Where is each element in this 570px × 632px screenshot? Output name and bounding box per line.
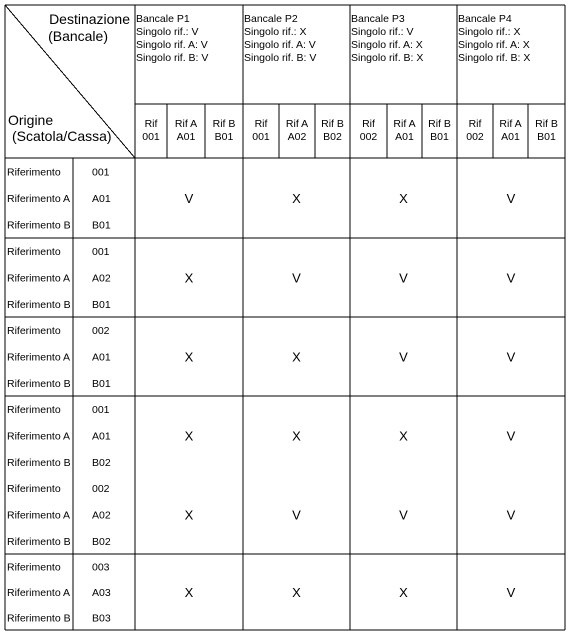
pallet-rule-3-2: Singolo rif. A: X (351, 39, 423, 51)
origin-6-code-1: 003 (92, 561, 110, 574)
origin-2-code-3: B01 (92, 298, 111, 311)
column-header-3-2-code: A01 (395, 131, 414, 143)
column-header-1-2-label: Rif A (174, 118, 198, 130)
origin-4-code-1: 001 (92, 404, 110, 417)
pallet-rule-4-2: Singolo rif. A: X (458, 39, 530, 51)
origin-4-code-3: B02 (92, 456, 111, 469)
origin-5-code-3: B02 (92, 535, 111, 548)
column-header-4-2-label: Rif A (499, 118, 522, 130)
column-header-4-1-label: Rif (468, 118, 482, 130)
compat-mark-5-1: X (184, 507, 194, 523)
compat-mark-6-3: X (399, 585, 408, 600)
compat-mark-5-2: V (292, 507, 301, 523)
origin-6-code-3: B03 (92, 612, 111, 625)
compat-mark-3-2: X (292, 349, 301, 365)
origin-1-label-1: Riferimento (7, 166, 61, 179)
pallet-rule-3-1: Singolo rif.: V (351, 26, 414, 38)
origin-6-label-1: Riferimento (7, 561, 61, 574)
column-header-1-3-label: Rif B (212, 118, 236, 130)
compat-mark-3-3: V (399, 349, 408, 365)
pallet-rule-2-3: Singolo rif. B: V (244, 52, 317, 64)
origin-3-label-2: Riferimento A (7, 351, 71, 364)
origin-6-label-2: Riferimento A (7, 587, 71, 599)
origin-3-code-3: B01 (92, 377, 111, 390)
origin-3-label-3: Riferimento B (7, 377, 71, 390)
column-header-2-1-label: Rif (254, 118, 268, 130)
origin-1-label-2: Riferimento A (7, 193, 71, 205)
origin-4-label-2: Riferimento A (7, 430, 71, 443)
origin-1-code-3: B01 (92, 219, 111, 232)
compat-mark-5-3: V (399, 507, 408, 523)
origin-3-label-1: Riferimento (7, 325, 61, 338)
column-header-4-3-code: B01 (537, 131, 556, 143)
compat-mark-1-4: V (506, 191, 516, 206)
column-header-4-1-code: 002 (466, 131, 484, 143)
column-header-2-3-code: B02 (323, 131, 342, 143)
column-header-4-3-label: Rif B (535, 118, 558, 130)
compat-mark-3-4: V (506, 349, 516, 365)
origin-1-code-1: 001 (92, 166, 110, 179)
origin-5-code-1: 002 (92, 483, 110, 496)
column-header-4-2-code: A01 (501, 131, 520, 143)
origin-2-code-1: 001 (92, 246, 110, 259)
origin-2-label-3: Riferimento B (7, 298, 71, 311)
compat-mark-6-1: X (184, 585, 194, 600)
corner-destination-sublabel: (Bancale) (48, 28, 108, 44)
pallet-title-4: Bancale P4 (458, 13, 512, 25)
compat-mark-1-1: V (184, 191, 194, 206)
compat-mark-5-4: V (506, 507, 516, 523)
pallet-rule-4-3: Singolo rif. B: X (458, 52, 531, 64)
column-header-2-2-label: Rif A (285, 118, 309, 130)
pallet-title-2: Bancale P2 (244, 13, 298, 25)
column-header-3-3-label: Rif B (428, 118, 451, 130)
origin-1-code-2: A01 (92, 193, 111, 205)
origin-5-label-2: Riferimento A (7, 509, 71, 522)
pallet-rule-2-1: Singolo rif.: X (244, 26, 307, 38)
column-header-1-3-code: B01 (214, 131, 234, 143)
corner-origin-sublabel: (Scatola/Cassa) (12, 128, 112, 144)
column-header-2-3-label: Rif B (321, 118, 344, 130)
pallet-title-3: Bancale P3 (351, 13, 405, 25)
pallet-rule-3-3: Singolo rif. B: X (351, 52, 424, 64)
compat-mark-2-3: V (399, 270, 408, 286)
origin-4-label-1: Riferimento (7, 404, 61, 417)
compat-mark-4-1: X (184, 428, 194, 444)
compat-mark-2-4: V (506, 270, 516, 286)
compat-mark-4-2: X (292, 428, 301, 444)
origin-4-code-2: A01 (92, 430, 111, 443)
pallet-rule-4-1: Singolo rif.: X (458, 26, 521, 38)
compat-mark-1-2: X (292, 191, 301, 206)
origin-5-label-1: Riferimento (7, 483, 61, 496)
column-header-3-3-code: B01 (430, 131, 449, 143)
column-header-1-2-code: A01 (176, 131, 196, 143)
corner-origin-label: Origine (8, 112, 54, 128)
corner-destination-label: Destinazione (49, 11, 130, 27)
column-header-3-1-code: 002 (359, 131, 378, 143)
compat-mark-6-4: V (506, 585, 516, 600)
origin-6-code-2: A03 (92, 587, 111, 599)
column-header-1-1-label: Rif (144, 118, 158, 130)
column-header-3-1-label: Rif (362, 118, 375, 130)
pallet-rule-1-2: Singolo rif. A: V (136, 39, 208, 51)
origin-2-label-1: Riferimento (7, 246, 61, 259)
origin-4-label-3: Riferimento B (7, 456, 71, 469)
compat-mark-4-4: V (506, 428, 516, 444)
pallet-rule-1-1: Singolo rif.: V (136, 26, 199, 38)
origin-2-code-2: A02 (92, 272, 111, 285)
compat-mark-2-1: X (184, 270, 194, 286)
origin-2-label-2: Riferimento A (7, 272, 71, 285)
compat-mark-4-3: X (399, 428, 408, 444)
pallet-rule-1-3: Singolo rif. B: V (136, 52, 209, 64)
compat-mark-1-3: X (399, 191, 408, 206)
origin-5-code-2: A02 (92, 509, 111, 522)
compat-mark-6-2: X (292, 585, 301, 600)
pallet-title-1: Bancale P1 (136, 13, 190, 25)
origin-1-label-3: Riferimento B (7, 219, 71, 232)
table-grid-lines (5, 5, 565, 630)
compat-mark-2-2: V (292, 270, 301, 286)
column-header-3-2-label: Rif A (393, 118, 416, 130)
origin-3-code-2: A01 (92, 351, 111, 364)
column-header-2-2-code: A02 (287, 131, 307, 143)
origin-5-label-3: Riferimento B (7, 535, 71, 548)
origin-3-code-1: 002 (92, 325, 110, 338)
column-header-1-1-code: 001 (142, 131, 160, 143)
pallet-rule-2-2: Singolo rif. A: V (244, 39, 316, 51)
compat-mark-3-1: X (184, 349, 194, 365)
column-header-2-1-code: 001 (252, 131, 270, 143)
origin-6-label-3: Riferimento B (7, 612, 71, 625)
